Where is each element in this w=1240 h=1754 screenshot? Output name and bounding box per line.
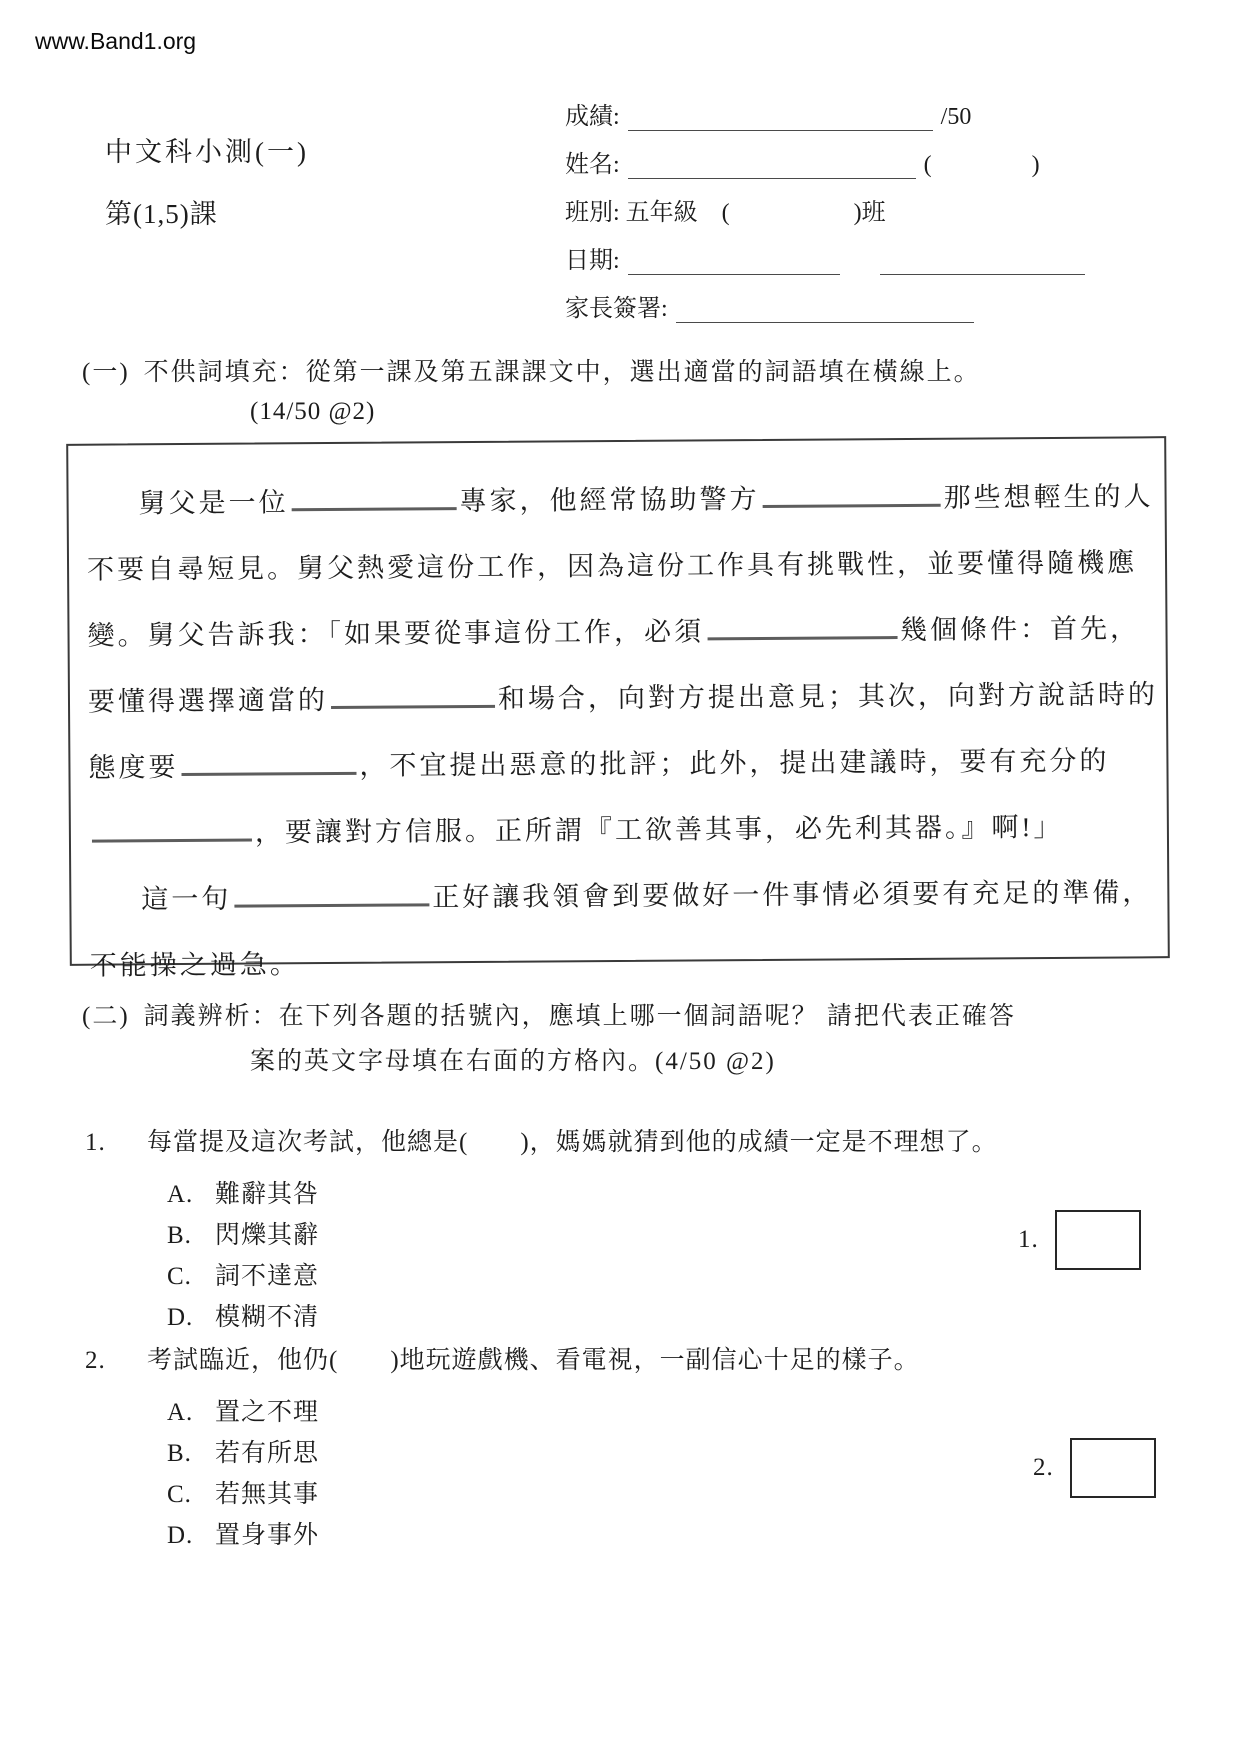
- options-list: [167, 1392, 1171, 1556]
- option-text: 若無其事: [215, 1481, 320, 1508]
- class-paren-close: )班: [853, 200, 886, 226]
- question-stem: 考試臨近，他仍( )地玩遊戲機、看電視，一副信心十足的樣子。: [147, 1347, 920, 1374]
- name-paren-close: ): [1031, 152, 1040, 178]
- parent-sign-blank-line: [676, 296, 974, 323]
- section1-number: (一): [82, 359, 130, 386]
- class-value: 五年級: [625, 200, 698, 226]
- parent-sign-label: 家長簽署:: [565, 296, 668, 322]
- class-label: 班別:: [565, 200, 620, 226]
- passage-line: [86, 474, 1154, 547]
- option-letter: C.: [167, 1481, 192, 1508]
- passage-text: 不要自尋短見。舅父熱愛這份工作，因為這份工作具有挑戰性，並要懂得隨機應: [86, 547, 1138, 585]
- passage-text: 態度要: [88, 752, 179, 783]
- passage-line: [87, 672, 1159, 745]
- passage-text: 正好讓我領會到要做好一件事情必須要有充足的準備，: [432, 877, 1153, 913]
- name-blank-line: [628, 152, 916, 179]
- fill-in-blank: [762, 481, 940, 508]
- fill-in-blank: [181, 749, 356, 776]
- option-text: 難辭其咎: [215, 1181, 320, 1208]
- option-row: [167, 1433, 1171, 1474]
- class-paren-open: (: [721, 200, 730, 226]
- passage-line: [89, 804, 1157, 877]
- passage-text: 這一句: [141, 883, 232, 915]
- passage-text: 要懂得選擇適當的: [87, 685, 329, 717]
- name-label: 姓名:: [565, 152, 620, 178]
- title-block: [105, 130, 309, 231]
- option-row: [167, 1297, 1171, 1338]
- option-row: [167, 1392, 1171, 1433]
- date-label: 日期:: [565, 248, 620, 274]
- fill-in-blank: [331, 682, 495, 709]
- fill-in-blank: [707, 613, 897, 640]
- section2-instructions-line1: 詞義辨析：在下列各題的括號內，應填上哪一個詞語呢？ 請把代表正確答: [143, 1003, 1016, 1030]
- passage-text: 舅父是一位: [138, 487, 289, 519]
- section1-heading: [82, 352, 981, 388]
- class-row: [565, 192, 1087, 240]
- page-title: 中文科小測(一): [105, 137, 309, 167]
- option-letter: B.: [167, 1222, 192, 1249]
- answer-unit: [1033, 1438, 1156, 1498]
- name-paren-open: (: [923, 152, 932, 178]
- date-row: [565, 240, 1087, 288]
- fill-in-blank: [92, 816, 252, 843]
- option-row: [167, 1474, 1171, 1515]
- parent-sign-row: [565, 288, 1087, 336]
- option-letter: D.: [167, 1304, 194, 1331]
- option-letter: B.: [167, 1440, 192, 1467]
- date-blank-line-2: [880, 248, 1085, 275]
- answer-number: 1.: [1018, 1226, 1039, 1253]
- score-blank-line: [628, 104, 933, 131]
- fill-in-blank: [234, 880, 429, 907]
- question-stem: 每當提及這次考試，他總是( )，媽媽就猜到他的成績一定是不理想了。: [147, 1129, 998, 1156]
- passage-line: [88, 738, 1156, 811]
- section2-heading-line2: 案的英文字母填在右面的方格內。(4/50 @2): [250, 1048, 776, 1075]
- score-row: [565, 96, 1087, 144]
- question-stem-row: [85, 1122, 1171, 1158]
- page-subtitle: 第(1,5)課: [105, 199, 218, 229]
- fill-in-blank: [291, 484, 456, 511]
- cloze-passage: [68, 438, 1168, 1010]
- option-letter: C.: [167, 1263, 192, 1290]
- passage-text: 專家，他經常協助警方: [459, 484, 760, 517]
- site-watermark: www.Band1.org: [35, 28, 197, 54]
- passage-text: 變。舅父告訴我：「如果要從事這份工作，必須: [87, 616, 705, 651]
- passage-text: ，不宜提出惡意的批評；此外，提出建議時，要有充分的: [359, 745, 1110, 781]
- option-text: 閃爍其辭: [215, 1222, 320, 1249]
- answer-box: [1055, 1210, 1141, 1270]
- section2-number: (二): [82, 1003, 130, 1030]
- option-letter: D.: [167, 1522, 194, 1549]
- passage-text: 幾個條件：首先，: [899, 613, 1141, 646]
- passage-text: 那些想輕生的人: [943, 481, 1154, 513]
- cloze-passage-box: [66, 436, 1170, 981]
- option-text: 模糊不清: [215, 1304, 320, 1331]
- section1-marks: (14/50 @2): [250, 398, 376, 425]
- score-total: /50: [940, 104, 972, 130]
- option-text: 詞不達意: [215, 1263, 320, 1290]
- date-blank-line-1: [628, 248, 840, 275]
- option-row: [167, 1174, 1171, 1215]
- option-row: [167, 1515, 1171, 1556]
- option-text: 若有所思: [215, 1440, 320, 1467]
- option-letter: A.: [167, 1181, 194, 1208]
- question-2: [85, 1340, 1171, 1556]
- question-number: 2.: [85, 1347, 106, 1374]
- question-stem-row: [85, 1340, 1171, 1376]
- passage-text: 和場合，向對方提出意見；其次，向對方說話時的: [497, 679, 1159, 714]
- option-letter: A.: [167, 1399, 194, 1426]
- answer-box: [1070, 1438, 1156, 1498]
- score-label: 成績:: [565, 104, 620, 130]
- passage-line: [89, 870, 1157, 943]
- question-1: [85, 1122, 1171, 1338]
- section2-heading-line1: [82, 996, 1016, 1032]
- answer-number: 2.: [1033, 1454, 1054, 1481]
- passage-text: ，要讓對方信服。正所謂『工欲善其事，必先利其器。』啊!」: [254, 811, 1064, 848]
- answer-unit: [1018, 1210, 1141, 1270]
- name-row: [565, 144, 1087, 192]
- passage-line: [87, 606, 1155, 679]
- student-info-fields: [565, 96, 1087, 336]
- passage-text: 不能操之過急。: [89, 949, 300, 981]
- passage-line: [87, 540, 1155, 613]
- option-text: 置身事外: [215, 1522, 320, 1549]
- section1-instructions: 不供詞填充：從第一課及第五課課文中，選出適當的詞語填在橫線上。: [143, 359, 981, 386]
- option-text: 置之不理: [215, 1399, 320, 1426]
- question-number: 1.: [85, 1129, 106, 1156]
